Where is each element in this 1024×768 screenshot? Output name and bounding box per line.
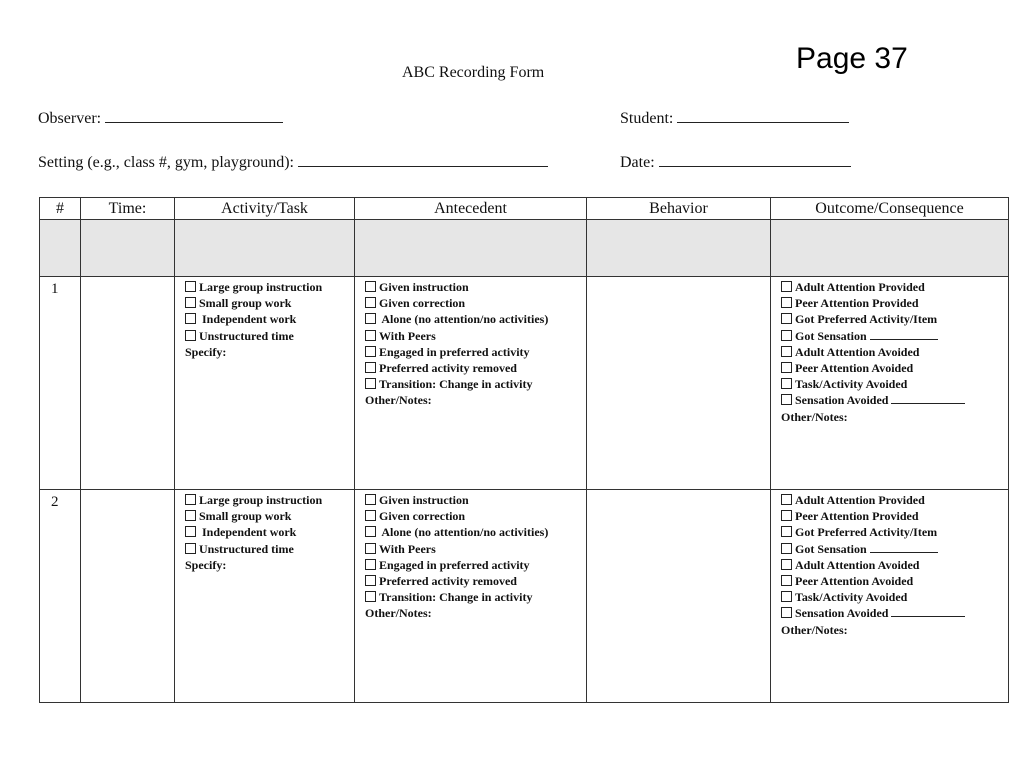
outcome-notes: Other/Notes: [781,622,848,637]
date-field [620,152,851,172]
antecedent-notes: Other/Notes: [365,606,432,621]
checkbox-icon[interactable] [781,346,792,357]
antecedent-option: Transition: Change in activity [365,589,585,605]
outcome-option: Sensation Avoided [781,605,1007,621]
blank-line [870,542,938,553]
outcome-option: Task/Activity Avoided [781,376,1007,392]
checkbox-icon[interactable] [781,281,792,292]
checkbox-icon[interactable] [365,526,376,537]
checkbox-icon[interactable] [185,510,196,521]
shaded-cell [175,220,355,277]
checkbox-icon[interactable] [185,526,196,537]
checkbox-icon[interactable] [365,494,376,505]
outcome-option: Adult Attention Provided [781,492,1007,508]
observer-label: Observer: [38,110,102,127]
checkbox-icon[interactable] [365,297,376,308]
observer-field [38,108,283,128]
antecedent-option: Engaged in preferred activity [365,557,585,573]
outcome-option: Got Sensation [781,541,1007,557]
header-outcome: Outcome/Consequence [771,198,1009,220]
checkbox-icon[interactable] [781,362,792,373]
checkbox-icon[interactable] [365,510,376,521]
checkbox-icon[interactable] [185,330,196,341]
header-behavior: Behavior [587,198,771,220]
checkbox-icon[interactable] [365,575,376,586]
checkbox-icon[interactable] [781,297,792,308]
checkbox-icon[interactable] [365,559,376,570]
activity-option: Independent work [185,311,353,327]
checkbox-icon[interactable] [365,378,376,389]
activity-option: Unstructured time [185,328,353,344]
checkbox-icon[interactable] [781,607,792,618]
antecedent-cell [355,277,587,490]
antecedent-option: Alone (no attention/no activities) [365,524,585,540]
antecedent-option: Given instruction [365,492,585,508]
antecedent-option: Preferred activity removed [365,360,585,376]
observer-blank [105,108,283,123]
blank-line [891,606,965,617]
student-field [620,108,849,128]
outcome-option: Peer Attention Avoided [781,360,1007,376]
checkbox-icon[interactable] [781,313,792,324]
setting-label: Setting (e.g., class #, gym, playground): [38,154,294,171]
outcome-option: Got Sensation [781,328,1007,344]
date-blank [659,152,851,167]
header-time: Time: [81,198,175,220]
date-label: Date: [620,154,655,171]
header-number: # [40,198,81,220]
outcome-option: Adult Attention Avoided [781,557,1007,573]
outcome-option: Adult Attention Avoided [781,344,1007,360]
antecedent-option: Transition: Change in activity [365,376,585,392]
outcome-option: Peer Attention Avoided [781,573,1007,589]
time-cell [81,277,175,490]
checkbox-icon[interactable] [365,362,376,373]
antecedent-option: Given correction [365,295,585,311]
shaded-row [40,220,1009,277]
checkbox-icon[interactable] [185,494,196,505]
checkbox-icon[interactable] [781,510,792,521]
outcome-option: Got Preferred Activity/Item [781,311,1007,327]
behavior-cell [587,277,771,490]
row-number: 2 [40,490,81,703]
outcome-option: Got Preferred Activity/Item [781,524,1007,540]
antecedent-notes: Other/Notes: [365,393,432,408]
activity-option: Small group work [185,295,353,311]
activity-option: Large group instruction [185,492,353,508]
activity-specify: Specify: [185,344,227,359]
activity-cell [175,277,355,490]
shaded-cell [355,220,587,277]
checkbox-icon[interactable] [365,591,376,602]
student-blank [677,108,849,123]
antecedent-option: Preferred activity removed [365,573,585,589]
checkbox-icon[interactable] [781,494,792,505]
activity-option: Unstructured time [185,541,353,557]
outcome-option: Adult Attention Provided [781,279,1007,295]
checkbox-icon[interactable] [781,575,792,586]
checkbox-icon[interactable] [185,543,196,554]
checkbox-icon[interactable] [781,559,792,570]
outcome-option: Task/Activity Avoided [781,589,1007,605]
blank-line [870,329,938,340]
outcome-notes: Other/Notes: [781,409,848,424]
table-row [40,277,1009,490]
outcome-option: Sensation Avoided [781,392,1007,408]
activity-option: Independent work [185,524,353,540]
checkbox-icon[interactable] [781,378,792,389]
student-label: Student: [620,110,674,127]
checkbox-icon[interactable] [781,330,792,341]
shaded-cell [771,220,1009,277]
activity-cell [175,490,355,703]
checkbox-icon[interactable] [781,543,792,554]
antecedent-option: With Peers [365,541,585,557]
page-number: Page 37 [796,42,908,75]
header-row [40,198,1009,220]
shaded-cell [587,220,771,277]
antecedent-option: Alone (no attention/no activities) [365,311,585,327]
shaded-cell [40,220,81,277]
behavior-cell [587,490,771,703]
checkbox-icon[interactable] [365,281,376,292]
activity-option: Large group instruction [185,279,353,295]
outcome-option: Peer Attention Provided [781,295,1007,311]
outcome-cell [771,277,1009,490]
setting-blank [298,152,548,167]
checkbox-icon[interactable] [365,543,376,554]
blank-line [891,393,965,404]
checkbox-icon[interactable] [365,346,376,357]
form-title: ABC Recording Form [402,64,545,81]
antecedent-option: Given correction [365,508,585,524]
checkbox-icon[interactable] [365,313,376,324]
outcome-option: Peer Attention Provided [781,508,1007,524]
shaded-cell [81,220,175,277]
antecedent-cell [355,490,587,703]
checkbox-icon[interactable] [185,281,196,292]
checkbox-icon[interactable] [781,591,792,602]
setting-field [38,152,548,172]
row-number: 1 [40,277,81,490]
header-activity: Activity/Task [175,198,355,220]
antecedent-option: With Peers [365,328,585,344]
checkbox-icon[interactable] [781,526,792,537]
checkbox-icon[interactable] [185,313,196,324]
table-row [40,490,1009,703]
time-cell [81,490,175,703]
abc-table [39,197,1009,703]
antecedent-option: Engaged in preferred activity [365,344,585,360]
checkbox-icon[interactable] [365,330,376,341]
outcome-cell [771,490,1009,703]
checkbox-icon[interactable] [781,394,792,405]
activity-option: Small group work [185,508,353,524]
header-antecedent: Antecedent [355,198,587,220]
checkbox-icon[interactable] [185,297,196,308]
activity-specify: Specify: [185,557,227,572]
antecedent-option: Given instruction [365,279,585,295]
